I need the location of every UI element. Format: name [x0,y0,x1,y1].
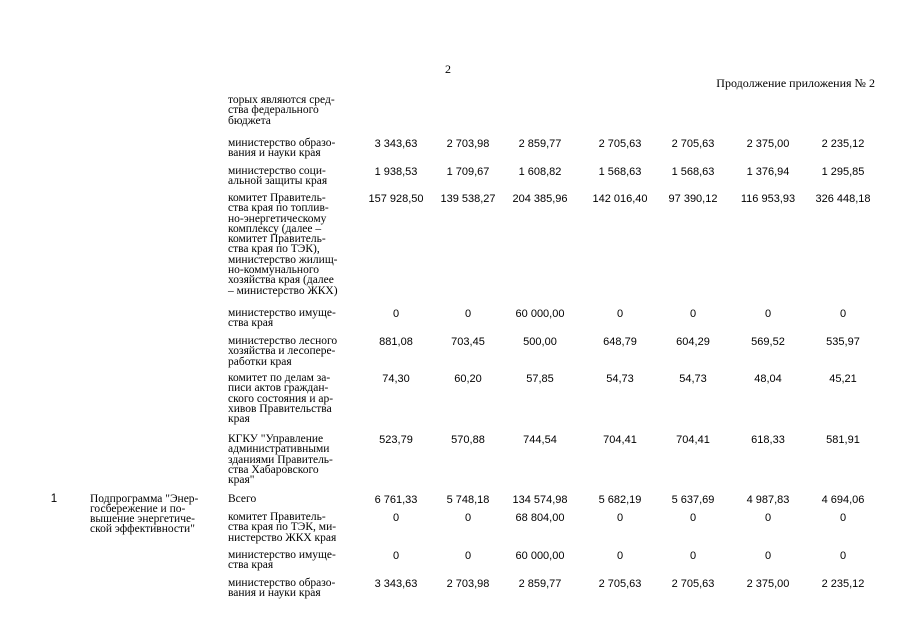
value-cell: 0 [764,512,772,524]
value-cell: 0 [689,550,697,562]
value-cell: 1 376,94 [746,166,790,178]
value-cell: 1 295,85 [821,166,865,178]
value-cell: 2 859,77 [518,138,562,150]
organization-name: министерство образо- вания и науки края [228,137,336,160]
value-cell: 618,33 [751,434,785,446]
value-cell: 54,73 [606,373,634,385]
value-cell: 704,41 [676,434,710,446]
value-cell: 0 [616,550,624,562]
value-cell: 2 375,00 [746,138,790,150]
row-number: 1 [50,493,58,505]
value-cell: 1 709,67 [446,166,490,178]
value-cell: 2 859,77 [518,578,562,590]
value-cell: 45,21 [829,373,857,385]
value-cell: 1 568,63 [598,166,642,178]
value-cell: 60,20 [454,373,482,385]
continuation-label: Продолжение приложения № 2 [716,76,875,90]
value-cell: 2 705,63 [671,578,715,590]
value-cell: 0 [464,512,472,524]
organization-name: торых являются сред- ства федерального бюджета [228,94,335,127]
value-cell: 2 235,12 [821,138,865,150]
value-cell: 1 568,63 [671,166,715,178]
value-cell: 157 928,50 [368,193,424,205]
value-cell: 204 385,96 [512,193,568,205]
value-cell: 60 000,00 [515,550,565,562]
value-cell: 2 375,00 [746,578,790,590]
value-cell: 4 987,83 [746,494,790,506]
organization-name: министерство имуще- ства края [228,549,336,572]
value-cell: 5 748,18 [446,494,490,506]
organization-name: министерство образо- вания и науки края [228,577,336,600]
organization-name: министерство имуще- ства края [228,307,336,330]
value-cell: 139 538,27 [440,193,496,205]
value-cell: 744,54 [523,434,557,446]
value-cell: 1 938,53 [374,166,418,178]
value-cell: 581,91 [826,434,860,446]
value-cell: 0 [839,308,847,320]
value-cell: 0 [392,512,400,524]
value-cell: 0 [464,550,472,562]
value-cell: 2 235,12 [821,578,865,590]
value-cell: 0 [616,308,624,320]
value-cell: 2 703,98 [446,578,490,590]
value-cell: 6 761,33 [374,494,418,506]
organization-name: Всего [228,493,257,505]
value-cell: 523,79 [379,434,413,446]
value-cell: 0 [839,550,847,562]
value-cell: 97 390,12 [668,193,718,205]
value-cell: 703,45 [451,336,485,348]
value-cell: 3 343,63 [374,578,418,590]
value-cell: 5 637,69 [671,494,715,506]
value-cell: 54,73 [679,373,707,385]
value-cell: 0 [616,512,624,524]
value-cell: 60 000,00 [515,308,565,320]
value-cell: 0 [764,550,772,562]
value-cell: 569,52 [751,336,785,348]
value-cell: 604,29 [676,336,710,348]
value-cell: 881,08 [379,336,413,348]
value-cell: 648,79 [603,336,637,348]
value-cell: 0 [464,308,472,320]
value-cell: 134 574,98 [512,494,568,506]
value-cell: 0 [689,512,697,524]
value-cell: 535,97 [826,336,860,348]
organization-name: комитет Правитель- ства края по топлив- но-энергетическому комплексу (далее – комитет Правитель- ства края по ТЭК), министерство жилищ- но-коммунального хозяйства края (далее – министерство ЖКХ) [228,192,338,297]
value-cell: 1 608,82 [518,166,562,178]
organization-name: комитет Правитель- ства края по ТЭК, ми- нистерство ЖКХ края [228,511,337,544]
value-cell: 570,88 [451,434,485,446]
value-cell: 0 [689,308,697,320]
organization-name: министерство соци- альной защиты края [228,165,328,188]
value-cell: 57,85 [526,373,554,385]
value-cell: 2 705,63 [598,138,642,150]
value-cell: 0 [392,308,400,320]
value-cell: 2 705,63 [671,138,715,150]
value-cell: 0 [764,308,772,320]
value-cell: 500,00 [523,336,557,348]
value-cell: 2 705,63 [598,578,642,590]
value-cell: 3 343,63 [374,138,418,150]
organization-name: комитет по делам за- писи актов граждан- ского состояния и ар- хивов Правительства края [228,372,334,426]
value-cell: 326 448,18 [815,193,871,205]
value-cell: 74,30 [382,373,410,385]
value-cell: 0 [392,550,400,562]
value-cell: 0 [839,512,847,524]
program-name: Подпрограмма "Энер- госбережение и по- вышение энергетиче- ской эффективности" [90,493,199,535]
value-cell: 116 953,93 [740,193,796,205]
value-cell: 2 703,98 [446,138,490,150]
organization-name: министерство лесного хозяйства и лесопере- работки края [228,335,338,368]
value-cell: 142 016,40 [592,193,648,205]
value-cell: 5 682,19 [598,494,642,506]
value-cell: 4 694,06 [821,494,865,506]
page-number: 2 [445,62,451,76]
value-cell: 48,04 [754,373,782,385]
value-cell: 704,41 [603,434,637,446]
organization-name: КГКУ "Управление административными зданиями Правитель- ства Хабаровского края" [228,433,333,487]
value-cell: 68 804,00 [515,512,565,524]
